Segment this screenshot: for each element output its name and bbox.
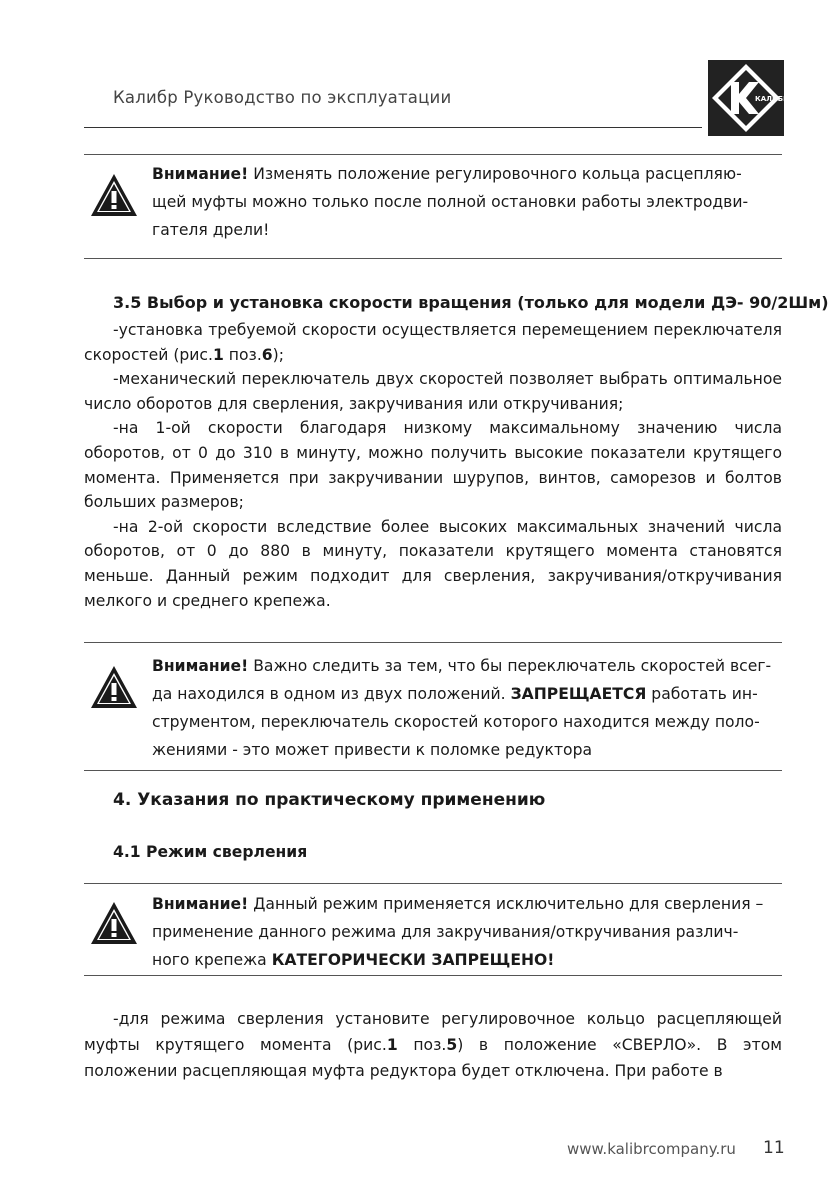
warning-label: Внимание! bbox=[152, 657, 249, 675]
warning-text: Внимание! Данный режим применяется исключительно для сверления – применение данного режима для закручивания/откручивания различ- ного крепежа КАТЕГОРИЧЕСКИ ЗАПРЕЩЕНО! bbox=[152, 895, 764, 969]
paragraph: -на 2-ой скорости вследствие более высоких максимальных значений числа оборотов, от 0 до 880 в минуту, показатели крутящего момента становятся меньше. Данный режим подходит для сверления, закручивания/откручивания мелкого и среднего крепежа. bbox=[84, 517, 782, 610]
warning-triangle-icon bbox=[89, 664, 139, 710]
paragraph: -для режима сверления установите регулировочное кольцо расцепляющей муфты крутящего момента (рис.1 поз.5) в положение «СВЕРЛО». В этом положении расцепляющая муфта редуктора будет отключена. При работе в bbox=[84, 1010, 783, 1080]
paragraph: -установка требуемой скорости осуществляется перемещением переключателя скоростей (рис.1 поз.6); bbox=[84, 321, 782, 364]
warning-text: Внимание! Изменять положение регулировочного кольца расцепляю- щей муфты можно только после полной остановки работы электродви- гателя дрели! bbox=[152, 165, 749, 239]
divider bbox=[84, 975, 782, 976]
section-4-1-title: 4.1 Режим сверления bbox=[113, 843, 308, 861]
section-4-1-body bbox=[84, 1006, 782, 1084]
section-3-5-body bbox=[84, 318, 782, 613]
section-4-title: 4. Указания по практическому применению bbox=[113, 790, 546, 810]
paragraph: -механический переключатель двух скоростей позволяет выбрать оптимальное число оборотов для сверления, закручивания или откручивания; bbox=[84, 370, 782, 413]
kalibr-logo bbox=[708, 60, 789, 136]
warning-triangle-icon bbox=[89, 172, 139, 218]
divider bbox=[84, 883, 782, 884]
section-3-5-title: 3.5 Выбор и установка скорости вращения (только для модели ДЭ- 90/2Шм) bbox=[113, 293, 829, 312]
footer-website-url: www.kalibrcompany.ru bbox=[567, 1140, 736, 1158]
warning-text: Внимание! Важно следить за тем, что бы переключатель скоростей всег- да находился в одном из двух положений. ЗАПРЕЩАЕТСЯ работать ин- струментом, переключатель скоростей которого находится между поло- жениями - это может привести к поломке редуктора bbox=[152, 657, 772, 759]
divider bbox=[84, 154, 782, 155]
warning-label: Внимание! bbox=[152, 895, 249, 913]
page-number: 11 bbox=[763, 1138, 785, 1158]
divider bbox=[84, 770, 782, 771]
logo-text: КАЛИБР bbox=[755, 95, 789, 103]
paragraph: -на 1-ой скорости благодаря низкому максимальному значению числа оборотов, от 0 до 310 в минуту, можно получить высокие показатели крутящего момента. Применяется при закручивании шурупов, винтов, саморезов и болтов больших размеров; bbox=[84, 419, 782, 512]
warning-triangle-icon bbox=[89, 900, 139, 946]
divider bbox=[84, 642, 782, 643]
page-header-title: Калибр Руководство по эксплуатации bbox=[113, 88, 452, 107]
warning-label: Внимание! bbox=[152, 165, 249, 183]
header-divider bbox=[84, 127, 702, 128]
divider bbox=[84, 258, 782, 259]
